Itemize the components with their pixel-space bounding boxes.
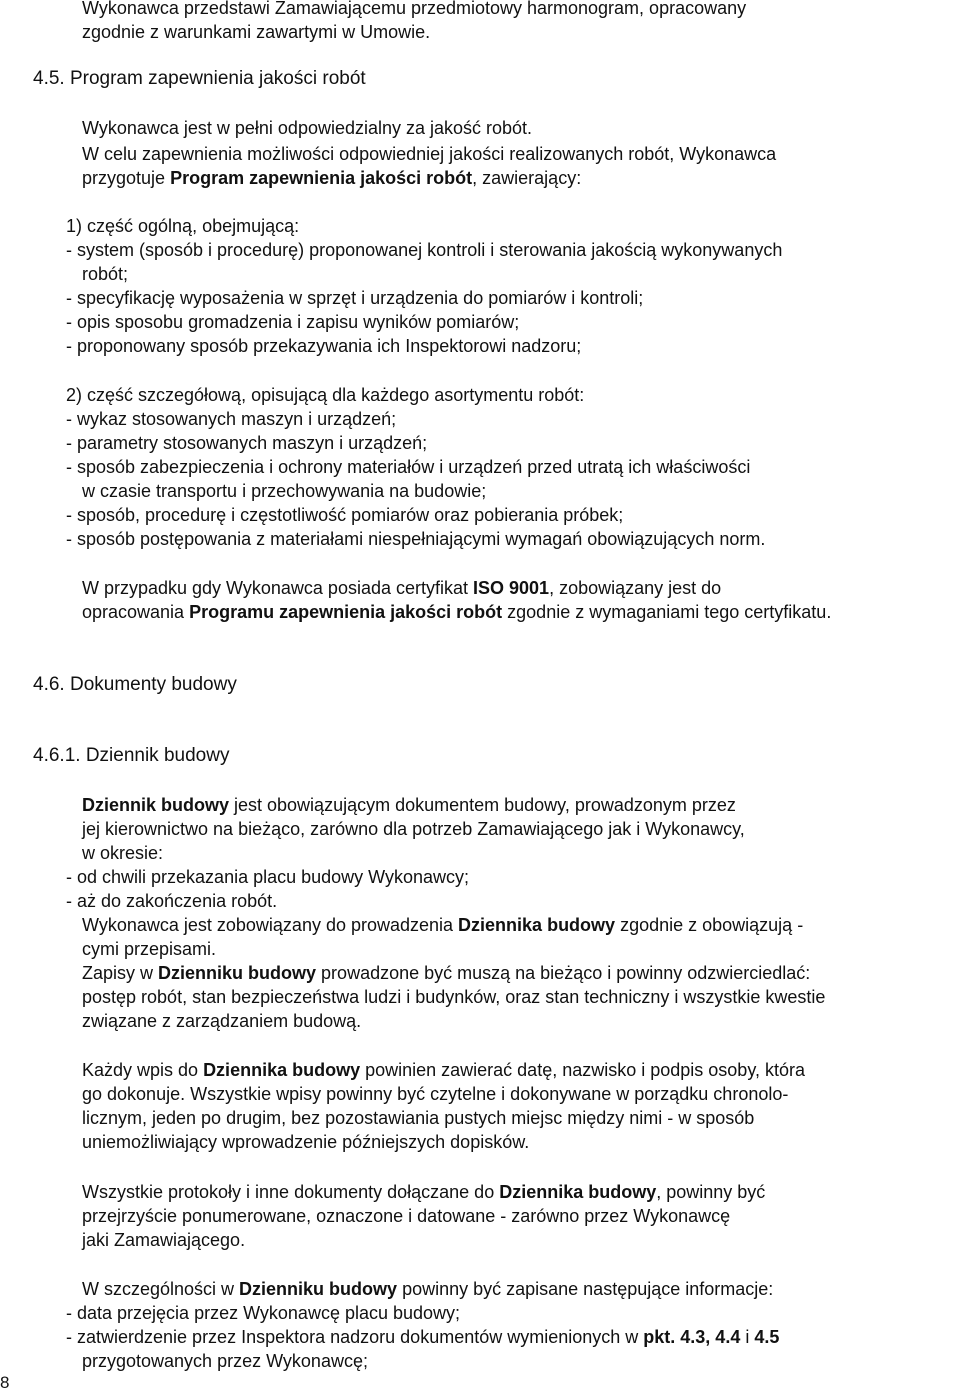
list-item: w czasie transportu i przechowywania na budowie; [82,481,487,501]
list-item: - sposób zabezpieczenia i ochrony materiałów i urządzeń przed utratą ich właściwości [66,457,751,477]
bold-term: Dzienniku budowy [239,1279,398,1299]
text-line: W szczególności w Dzienniku budowy powinny być zapisane następujące informacje: [82,1279,774,1299]
text-line: W przypadku gdy Wykonawca posiada certyfikat ISO 9001, zobowiązany jest do [82,578,722,598]
text-line: jej kierownictwo na bieżąco, zarówno dla potrzeb Zamawiającego jak i Wykonawcy, [82,819,745,839]
text-line: postęp robót, stan bezpieczeństwa ludzi i budynków, oraz stan techniczny i wszystkie kwestie [82,987,826,1007]
list-item: - proponowany sposób przekazywania ich Inspektorowi nadzoru; [66,336,582,356]
bold-term: Dziennik budowy [82,795,230,815]
list-item: - aż do zakończenia robót. [66,891,278,911]
section-heading: 4.6. Dokumenty budowy [33,674,237,695]
text-line: Wszystkie protokoły i inne dokumenty dołączane do Dziennika budowy, powinny być [82,1182,766,1202]
bold-term: Dzienniku budowy [158,963,317,983]
bold-term: Program zapewnienia jakości robót [170,168,473,188]
bold-term: 4.5 [754,1327,780,1347]
text-line: zgodnie z warunkami zawartymi w Umowie. [82,22,431,42]
text-line: cymi przepisami. [82,939,217,959]
text-line: licznym, jeden po drugim, bez pozostawiania pustych miejsc między nimi - w sposób [82,1108,755,1128]
list-item: - sposób, procedurę i częstotliwość pomiarów oraz pobierania próbek; [66,505,624,525]
text-line: go dokonuje. Wszystkie wpisy powinny być czytelne i dokonywane w porządku chronolo- [82,1084,789,1104]
text-line: Wykonawca jest w pełni odpowiedzialny za jakość robót. [82,118,533,138]
bold-term: Dziennika budowy [203,1060,361,1080]
bold-term: Dziennika budowy [458,915,616,935]
list-item: - opis sposobu gromadzenia i zapisu wyników pomiarów; [66,312,520,332]
text-line: uniemożliwiający wprowadzenie późniejszych dopisków. [82,1132,530,1152]
list-item: - zatwierdzenie przez Inspektora nadzoru dokumentów wymienionych w pkt. 4.3, 4.4 i 4.5 [66,1327,780,1347]
text-line: W celu zapewnienia możliwości odpowiedniej jakości realizowanych robót, Wykonawca [82,144,777,164]
text-line: Zapisy w Dzienniku budowy prowadzone być muszą na bieżąco i powinny odzwierciedlać: [82,963,811,983]
page-number: 8 [0,1373,10,1392]
subsection-heading: 4.6.1. Dziennik budowy [33,745,230,766]
list-heading: 1) część ogólną, obejmującą: [66,216,300,236]
list-item: przygotowanych przez Wykonawcę; [82,1351,368,1371]
section-heading: 4.5. Program zapewnienia jakości robót [33,68,366,89]
text-line: jaki Zamawiającego. [82,1230,246,1250]
text-line: opracowania Programu zapewnienia jakości robót zgodnie z wymaganiami tego certyfikatu. [82,602,832,622]
text-line: Każdy wpis do Dziennika budowy powinien zawierać datę, nazwisko i podpis osoby, która [82,1060,805,1080]
list-item: - wykaz stosowanych maszyn i urządzeń; [66,409,397,429]
list-item: - parametry stosowanych maszyn i urządzeń; [66,433,428,453]
list-item: robót; [82,264,129,284]
list-item: - specyfikację wyposażenia w sprzęt i urządzenia do pomiarów i kontroli; [66,288,644,308]
text-line: Dziennik budowy jest obowiązującym dokumentem budowy, prowadzonym przez [82,795,736,815]
bold-term: ISO 9001 [473,578,550,598]
list-item: - data przejęcia przez Wykonawcę placu budowy; [66,1303,461,1323]
text-line: przygotuje Program zapewnienia jakości robót, zawierający: [82,168,582,188]
bold-term: pkt. 4.3, 4.4 [643,1327,741,1347]
text-line: Wykonawca przedstawi Zamawiającemu przedmiotowy harmonogram, opracowany [82,0,747,18]
bold-term: Dziennika budowy [499,1182,657,1202]
list-item: - system (sposób i procedurę) proponowanej kontroli i sterowania jakością wykonywanych [66,240,783,260]
text-line: związane z zarządzaniem budową. [82,1011,362,1031]
list-item: - od chwili przekazania placu budowy Wykonawcy; [66,867,470,887]
list-item: - sposób postępowania z materiałami niespełniającymi wymagań obowiązujących norm. [66,529,766,549]
text-line: w okresie: [82,843,164,863]
list-heading: 2) część szczegółową, opisującą dla każdego asortymentu robót: [66,385,585,405]
text-line: Wykonawca jest zobowiązany do prowadzenia Dziennika budowy zgodnie z obowiązują - [82,915,804,935]
bold-term: Programu zapewnienia jakości robót [189,602,503,622]
text-line: przejrzyście ponumerowane, oznaczone i datowane - zarówno przez Wykonawcę [82,1206,731,1226]
